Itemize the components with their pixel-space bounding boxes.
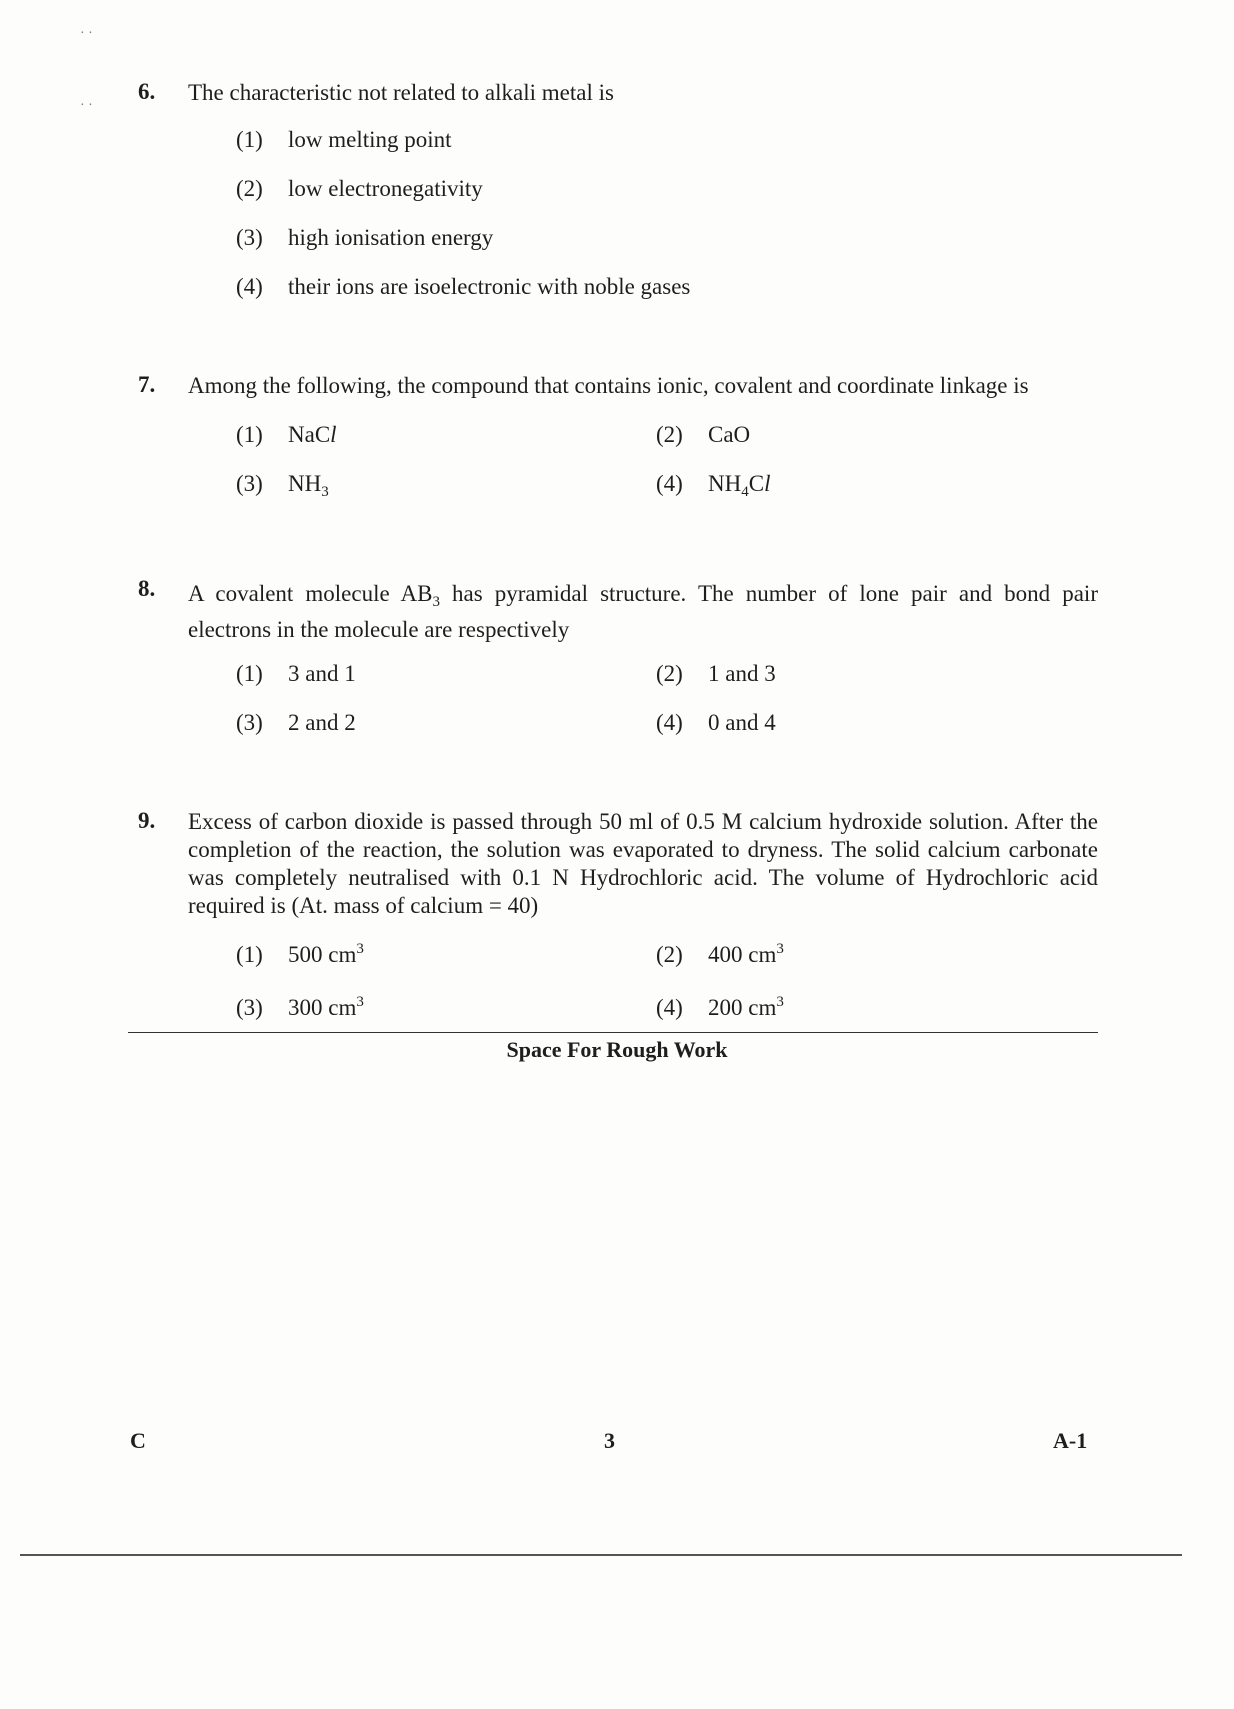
question-7-option-4 (656, 471, 771, 500)
option-number: (2) (236, 176, 263, 201)
question-7-text: Among the following, the compound that contains ionic, covalent and coordinate linkage is (188, 373, 1029, 398)
question-7-number: 7. (138, 372, 156, 397)
question-8-option-1 (236, 661, 356, 687)
option-number: (3) (236, 995, 263, 1020)
question-7-option-3 (236, 471, 329, 500)
option-number: (2) (656, 661, 683, 686)
option-number: (3) (236, 710, 263, 735)
option-number: (4) (236, 274, 263, 299)
question-6-text: The characteristic not related to alkali metal is (188, 80, 614, 105)
footer-right-code: A-1 (1053, 1428, 1088, 1453)
option-number: (1) (236, 942, 263, 967)
option-text: their ions are isoelectronic with noble gases (288, 274, 691, 299)
rough-work-label: Space For Rough Work (506, 1037, 728, 1062)
rough-work-divider (128, 1032, 1098, 1033)
question-8-option-3 (236, 710, 356, 736)
option-text: high ionisation energy (288, 225, 494, 250)
option-number: (1) (236, 661, 263, 686)
question-7-option-2 (656, 422, 750, 448)
option-text: 2 and 2 (288, 710, 356, 735)
option-number: (3) (236, 471, 263, 496)
option-number: (4) (656, 995, 683, 1020)
option-text: NaCl (288, 422, 337, 447)
option-number: (1) (236, 127, 263, 152)
bottom-scan-edge (20, 1554, 1182, 1556)
question-9-option-4 (656, 995, 784, 1021)
question-8-option-2 (656, 661, 776, 687)
question-9-option-3 (236, 995, 364, 1021)
question-6-option-4 (236, 274, 690, 300)
option-text: 0 and 4 (708, 710, 776, 735)
option-text: $NH_3$ (288, 471, 329, 500)
option-text: low melting point (288, 127, 452, 152)
scan-speck: · · (80, 26, 93, 41)
option-text: 400 $cm^3$ (708, 941, 784, 967)
question-9-option-1 (236, 942, 364, 968)
question-8-number: 8. (138, 576, 156, 601)
scan-speck: · · (80, 98, 93, 113)
option-text: 500 $cm^3$ (288, 941, 364, 967)
question-9-text: Excess of carbon dioxide is passed through 50 ml of 0.5 M calcium hydroxide solution. After the completion of the reaction, the solution was evaporated to dryness. The solid calcium carbonate was completely neutralised with 0.1 N Hydrochloric acid. The volume of Hydrochloric acid required is (At. mass of calcium = 40) (188, 809, 1098, 918)
option-number: (4) (656, 471, 683, 496)
option-text: 1 and 3 (708, 661, 776, 686)
option-number: (2) (656, 942, 683, 967)
question-8-option-4 (656, 710, 776, 736)
question-8-text-part: A covalent molecule AB (188, 581, 433, 606)
page-number: 3 (604, 1428, 615, 1453)
question-7-option-1 (236, 422, 337, 448)
option-text: 200 $cm^3$ (708, 994, 784, 1020)
question-9-option-2 (656, 942, 784, 968)
option-text: CaO (708, 422, 751, 447)
question-8-text-part: has pyramidal structure. The number of lone pair and bond pair electrons in the molecule are respectively (188, 581, 1098, 642)
question-6-number: 6. (138, 79, 156, 104)
question-8-subscript: 3 (432, 594, 440, 610)
question-9-number: 9. (138, 808, 156, 833)
option-number: (4) (656, 710, 683, 735)
option-text: low electronegativity (288, 176, 483, 201)
option-number: (3) (236, 225, 263, 250)
option-number: (1) (236, 422, 263, 447)
option-number: (2) (656, 422, 683, 447)
question-8-text (188, 576, 1098, 648)
question-6-option-3 (236, 225, 493, 251)
option-text: $NH_4Cl$ (708, 471, 771, 500)
option-text: 300 $cm^3$ (288, 994, 364, 1020)
option-text: 3 and 1 (288, 661, 356, 686)
question-6-option-2 (236, 176, 483, 202)
question-6-option-1 (236, 127, 452, 153)
footer-left-code: C (130, 1428, 146, 1453)
